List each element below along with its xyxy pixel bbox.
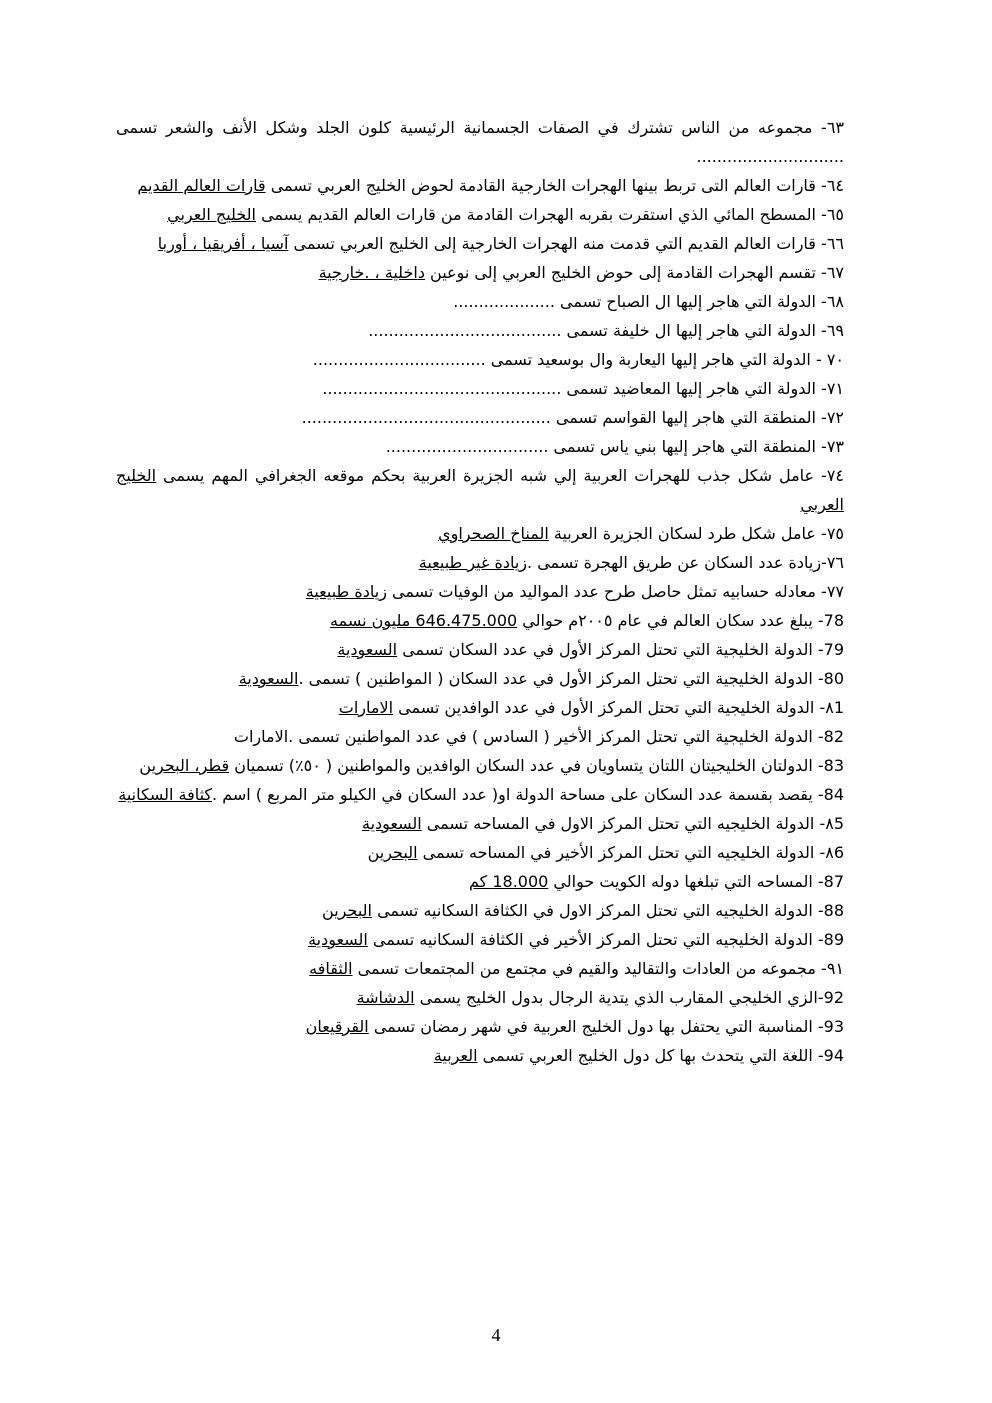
- question-text: ٦٥- المسطح المائي الذي استقرت بقربه الهجرات القادمة من قارات العالم القديم يسمى: [255, 205, 844, 224]
- question-item: [116, 635, 844, 664]
- question-text: 94- اللغة التي يتحدث بها كل دول الخليج العربي تسمى: [477, 1046, 844, 1065]
- question-item: [116, 200, 844, 229]
- question-text: ٨6- الدولة الخليجيه التي تحتل المركز الأخير في المساحه تسمى: [417, 843, 844, 862]
- question-item: [116, 693, 844, 722]
- answer-text: زيادة غير طبيعية: [418, 553, 528, 572]
- question-text: ٧٥- عامل شكل طرد لسكان الجزيرة العربية: [548, 524, 844, 543]
- question-item: [116, 171, 844, 200]
- answer-text: البحرين: [322, 901, 372, 920]
- answer-text: العربية: [433, 1046, 478, 1065]
- question-item: [116, 809, 844, 838]
- question-text: ٧٣- المنطقة التي هاجر إليها بني ياس تسمى ................................: [385, 437, 844, 456]
- question-text: ٦٧- تقسم الهجرات القادمة إلى حوض الخليج العربي إلى نوعين: [424, 263, 844, 282]
- question-item: [116, 432, 844, 461]
- question-text: ٦٤- قارات العالم التى تربط بينها الهجرات الخارجية القادمة لحوض الخليج العربي تسمى: [265, 176, 844, 195]
- question-item: [116, 751, 844, 780]
- question-text: 78- يبلغ عدد سكان العالم في عام ٢٠٠٥م حوالي: [517, 611, 844, 630]
- question-text: ٧٧- معادله حسابيه تمثل حاصل طرح عدد المواليد من الوفيات تسمى: [386, 582, 844, 601]
- question-item: [116, 548, 844, 577]
- answer-text: قارات العالم القديم: [137, 176, 266, 195]
- question-text: ٧٢- المنطقة التي هاجر إليها القواسم تسمى .................................................: [301, 408, 844, 427]
- question-item: [116, 867, 844, 896]
- question-item: [116, 1041, 844, 1070]
- question-item: [116, 780, 844, 809]
- question-item: [116, 838, 844, 867]
- question-item: [116, 983, 844, 1012]
- question-item: [116, 722, 844, 751]
- answer-text: الدشاشة: [356, 988, 415, 1007]
- question-item: [116, 113, 844, 171]
- question-text: 87- المساحه التي تبلغها دوله الكويت حوالي: [548, 872, 844, 891]
- answer-text: الامارات: [338, 698, 394, 717]
- question-item: [116, 345, 844, 374]
- question-text: ٧١- الدولة التي هاجر إليها المعاضيد تسمى ...............................................: [322, 379, 844, 398]
- question-text: ٧٠ - الدولة التي هاجر إليها اليعاربة وال بوسعيد تسمى ..................................: [312, 350, 844, 369]
- question-text: ٦٦- قارات العالم القديم التي قدمت منه الهجرات الخارجية إلى الخليج العربي تسمى: [288, 234, 844, 253]
- answer-text: زيادة طبيعية: [305, 582, 387, 601]
- question-text: 80- الدولة الخليجية التي تحتل المركز الأول في عدد السكان ( المواطنين ) تسمى .: [298, 669, 844, 688]
- answer-text: الخليج العربي: [116, 466, 844, 514]
- answer-text: القرقيعان: [305, 1017, 369, 1036]
- answer-text: آسيا ، أفريقيا ، أوربا: [157, 234, 289, 253]
- question-text: ٧٤- عامل شكل جذب للهجرات العربية إلي شبه الجزيرة العربية بحكم موقعه الجغرافي المهم يسمى: [156, 466, 844, 485]
- question-item: [116, 403, 844, 432]
- question-item: [116, 954, 844, 983]
- question-text: 82- الدولة الخليجية التي تحتل المركز الأخير ( السادس ) في عدد المواطنين تسمى .الامارات: [233, 727, 844, 746]
- question-item: [116, 896, 844, 925]
- answer-text: داخلية ، .خارجية: [318, 263, 425, 282]
- question-item: [116, 1012, 844, 1041]
- answer-text: الخليج العربي: [167, 205, 256, 224]
- question-item: [116, 519, 844, 548]
- answer-text: السعودية: [238, 669, 299, 688]
- question-item: [116, 664, 844, 693]
- question-text: 84- يقصد بقسمة عدد السكان على مساحة الدولة او( عدد السكان في الكيلو متر المربع ) اسم .: [212, 785, 844, 804]
- question-item: [116, 287, 844, 316]
- question-list: [116, 113, 844, 1070]
- answer-text: 646.475.000 مليون نسمه: [329, 611, 518, 630]
- question-item: [116, 925, 844, 954]
- question-text: ٦٩- الدولة التي هاجر إليها ال خليفة تسمى ......................................: [368, 321, 844, 340]
- question-item: [116, 258, 844, 287]
- answer-text: قطر، البحرين: [139, 756, 230, 775]
- answer-text: كثافة السكانية: [118, 785, 213, 804]
- question-text: ٨1- الدولة الخليجية التي تحتل المركز الأول في عدد الوافدين تسمى: [393, 698, 844, 717]
- question-text: ٦٣- مجموعه من الناس تشترك في الصفات الجسمانية الرئيسية كلون الجلد وشكل الأنف والشعر تسمى .............................: [116, 118, 844, 166]
- question-text: 93- المناسبة التي يحتفل بها دول الخليج العربية في شهر رمضان تسمى: [368, 1017, 844, 1036]
- question-text: 79- الدولة الخليجية التي تحتل المركز الأول في عدد السكان تسمى: [397, 640, 844, 659]
- page-number: 4: [491, 1325, 501, 1345]
- question-item: [116, 229, 844, 258]
- question-item: [116, 316, 844, 345]
- question-text: 92-الزي الخليجي المقارب الذي يتدية الرجال بدول الخليج يسمى: [414, 988, 844, 1007]
- question-text: 89- الدولة الخليجيه التي تحتل المركز الأخير في الكثافة السكانيه تسمى: [367, 930, 844, 949]
- answer-text: 18.000 كم: [469, 872, 549, 891]
- question-item: [116, 461, 844, 519]
- answer-text: المناخ الصحراوي: [438, 524, 549, 543]
- answer-text: السعودية: [337, 640, 398, 659]
- answer-text: السعودية: [308, 930, 368, 949]
- question-text: ٩١- مجموعه من العادات والتقاليد والقيم في مجتمع من المجتمعات تسمى: [352, 959, 844, 978]
- question-text: ٧٦-زيادة عدد السكان عن طريق الهجرة تسمى .: [527, 553, 844, 572]
- question-item: [116, 606, 844, 635]
- question-item: [116, 374, 844, 403]
- question-text: 88- الدولة الخليجيه التي تحتل المركز الاول في الكثافة السكانيه تسمى: [371, 901, 844, 920]
- question-text: ٦٨- الدولة التي هاجر إليها ال الصباح تسمى ....................: [453, 292, 844, 311]
- question-item: [116, 577, 844, 606]
- question-text: 83- الدولتان الخليجيتان اللتان يتساويان في عدد السكان الوافدين والمواطنين ( ٥٠٪) تسميان: [229, 756, 844, 775]
- answer-text: الثقافه: [309, 959, 353, 978]
- answer-text: البحرين: [367, 843, 418, 862]
- question-text: ٨5- الدولة الخليجيه التي تحتل المركز الاول في المساحه تسمى: [421, 814, 844, 833]
- answer-text: السعودية: [361, 814, 422, 833]
